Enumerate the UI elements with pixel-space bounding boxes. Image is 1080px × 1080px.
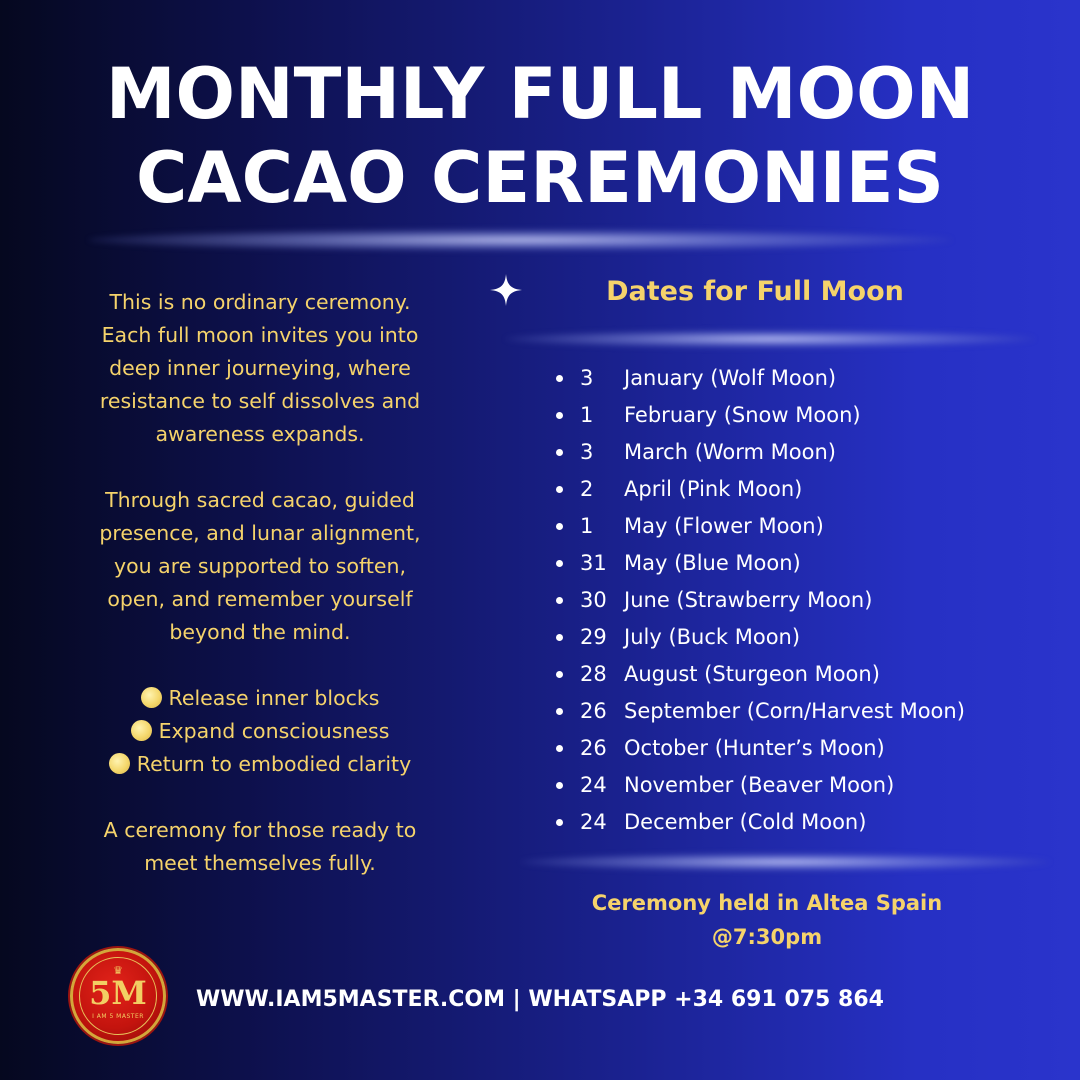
bullet-icon	[556, 560, 563, 567]
date-item	[556, 508, 1056, 545]
benefit-label: Expand consciousness	[158, 719, 390, 743]
intro-paragraph-2	[40, 484, 480, 649]
dates-heading: Dates for Full Moon	[606, 276, 904, 307]
title-line-2: CACAO CEREMONIES	[136, 137, 944, 219]
title-line-1: MONTHLY FULL MOON	[105, 53, 975, 135]
sparkle-icon	[488, 272, 524, 308]
date-item	[556, 545, 1056, 582]
intro-line: deep inner journeying, where	[109, 356, 411, 380]
date-label: March (Worm Moon)	[624, 440, 836, 464]
date-day: 29	[580, 625, 607, 649]
date-label: June (Strawberry Moon)	[624, 588, 873, 612]
bullet-icon	[556, 745, 563, 752]
closing-line: A ceremony for those ready to	[103, 818, 417, 842]
date-day: 26	[580, 736, 607, 760]
bullet-icon	[556, 412, 563, 419]
date-item	[556, 434, 1056, 471]
intro-text	[40, 286, 480, 913]
benefit-item	[40, 682, 480, 715]
date-day: 1	[580, 403, 594, 427]
date-label: November (Beaver Moon)	[624, 773, 895, 797]
bullet-icon	[556, 819, 563, 826]
bullet-icon	[556, 708, 563, 715]
date-label: April (Pink Moon)	[624, 477, 803, 501]
venue-time: @7:30pm	[711, 925, 823, 949]
date-day: 1	[580, 514, 594, 538]
intro-line: awareness expands.	[155, 422, 365, 446]
date-label: December (Cold Moon)	[624, 810, 867, 834]
date-item	[556, 582, 1056, 619]
date-day: 3	[580, 440, 594, 464]
benefit-label: Release inner blocks	[168, 686, 380, 710]
date-day: 28	[580, 662, 607, 686]
intro-line: Through sacred cacao, guided	[105, 488, 415, 512]
full-moon-icon	[131, 720, 152, 741]
full-moon-icon	[141, 687, 162, 708]
full-moon-icon	[109, 753, 130, 774]
closing-paragraph	[40, 814, 480, 880]
bullet-icon	[556, 597, 563, 604]
date-item	[556, 656, 1056, 693]
benefit-label: Return to embodied clarity	[136, 752, 412, 776]
date-item	[556, 693, 1056, 730]
bullet-icon	[556, 486, 563, 493]
intro-line: presence, and lunar alignment,	[99, 521, 421, 545]
date-day: 26	[580, 699, 607, 723]
date-item	[556, 767, 1056, 804]
logo-text: 5M	[89, 974, 147, 1012]
date-item	[556, 471, 1056, 508]
bullet-icon	[556, 782, 563, 789]
intro-line: resistance to self dissolves and	[99, 389, 421, 413]
date-item	[556, 360, 1056, 397]
intro-line: you are supported to soften,	[113, 554, 407, 578]
date-label: May (Flower Moon)	[624, 514, 824, 538]
date-item	[556, 397, 1056, 434]
bullet-icon	[556, 671, 563, 678]
date-label: February (Snow Moon)	[624, 403, 861, 427]
benefit-item	[40, 715, 480, 748]
benefits-list	[40, 682, 480, 781]
venue-location: Ceremony held in Altea Spain	[591, 891, 943, 915]
page-title	[0, 52, 1080, 220]
date-item	[556, 619, 1056, 656]
brand-logo	[70, 948, 166, 1044]
date-day: 3	[580, 366, 594, 390]
date-day: 24	[580, 773, 607, 797]
intro-line: beyond the mind.	[169, 620, 351, 644]
contact-info: WWW.IAM5MASTER.COM | WHATSAPP +34 691 075 864	[196, 987, 884, 1012]
date-item	[556, 730, 1056, 767]
venue-info	[520, 886, 1014, 954]
intro-paragraph-1	[40, 286, 480, 451]
date-item	[556, 804, 1056, 841]
date-label: October (Hunter’s Moon)	[624, 736, 885, 760]
bullet-icon	[556, 449, 563, 456]
date-label: September (Corn/Harvest Moon)	[624, 699, 965, 723]
logo-subtext: I AM 5 MASTER	[92, 1013, 144, 1020]
date-day: 30	[580, 588, 607, 612]
date-day: 2	[580, 477, 594, 501]
closing-line: meet themselves fully.	[144, 851, 376, 875]
dates-divider	[505, 330, 1035, 348]
bullet-icon	[556, 375, 563, 382]
intro-line: Each full moon invites you into	[101, 323, 419, 347]
date-label: May (Blue Moon)	[624, 551, 801, 575]
date-label: July (Buck Moon)	[624, 625, 801, 649]
bottom-divider	[520, 853, 1050, 871]
crown-icon: ♛	[113, 964, 123, 977]
benefit-item	[40, 748, 480, 781]
date-day: 31	[580, 551, 607, 575]
title-divider	[88, 229, 952, 251]
bullet-icon	[556, 523, 563, 530]
date-day: 24	[580, 810, 607, 834]
date-label: January (Wolf Moon)	[624, 366, 837, 390]
intro-line: open, and remember yourself	[107, 587, 413, 611]
intro-line: This is no ordinary ceremony.	[109, 290, 411, 314]
dates-list	[556, 360, 1056, 841]
date-label: August (Sturgeon Moon)	[624, 662, 880, 686]
bullet-icon	[556, 634, 563, 641]
